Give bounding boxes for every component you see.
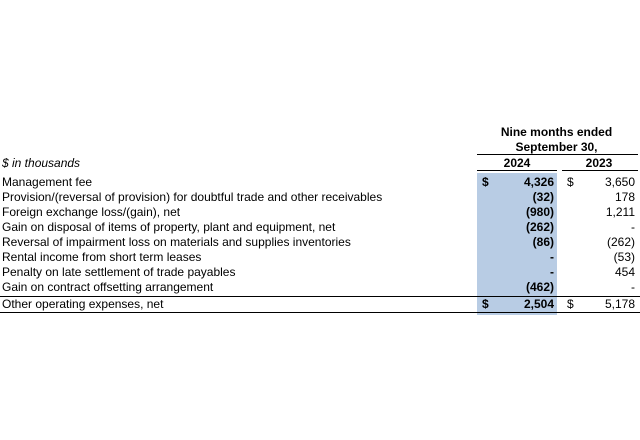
year-2024-header: 2024	[503, 156, 531, 170]
total-bottom-rule	[0, 312, 640, 313]
value-2024: (32)	[532, 190, 554, 204]
currency-2023: $	[567, 175, 574, 189]
year-2023-underline	[562, 170, 638, 171]
total-label: Other operating expenses, net	[2, 297, 164, 311]
total-currency-2023: $	[567, 297, 574, 311]
value-2023: (53)	[613, 250, 635, 264]
value-2024: (262)	[525, 220, 554, 234]
value-2024: (86)	[532, 235, 554, 249]
value-2024: 4,326	[523, 175, 554, 189]
value-2023: -	[631, 280, 635, 294]
total-value-2024: 2,504	[523, 297, 554, 311]
row-label-contract-offsetting: Gain on contract offsetting arrangement	[2, 280, 214, 294]
row-label-late-payment-penalty: Penalty on late settlement of trade payables	[2, 265, 236, 279]
row-label-rental-income: Rental income from short term leases	[2, 250, 202, 264]
value-2023: (262)	[606, 235, 635, 249]
value-2024: -	[550, 250, 554, 264]
value-2023: 1,211	[605, 205, 635, 219]
currency-2024: $	[482, 175, 489, 189]
units-label: $ in thousands	[2, 156, 81, 170]
value-2024: (462)	[525, 280, 554, 294]
row-label-management-fee: Management fee	[2, 175, 93, 189]
header-underline	[477, 154, 638, 155]
row-label-gain-on-disposal: Gain on disposal of items of property, plant and equipment, net	[2, 220, 336, 234]
total-currency-2024: $	[482, 297, 489, 311]
value-2023: 454	[614, 265, 635, 279]
value-2024: -	[550, 265, 554, 279]
value-2023: 3,650	[604, 175, 635, 189]
row-label-fx-loss-gain: Foreign exchange loss/(gain), net	[2, 205, 181, 219]
value-2023: 178	[614, 190, 635, 204]
value-2023: -	[631, 220, 635, 234]
row-label-doubtful-receivables: Provision/(reversal of provision) for doubtful trade and other receivables	[2, 190, 383, 204]
row-label-impairment-reversal: Reversal of impairment loss on materials and supplies inventories	[2, 235, 351, 249]
period-header-line1: Nine months ended	[500, 125, 613, 139]
year-2024-underline	[477, 170, 557, 171]
year-2023-header: 2023	[585, 156, 613, 170]
value-2024: (980)	[525, 205, 554, 219]
total-value-2023: 5,178	[604, 297, 635, 311]
period-header-line2: September 30,	[515, 140, 598, 154]
